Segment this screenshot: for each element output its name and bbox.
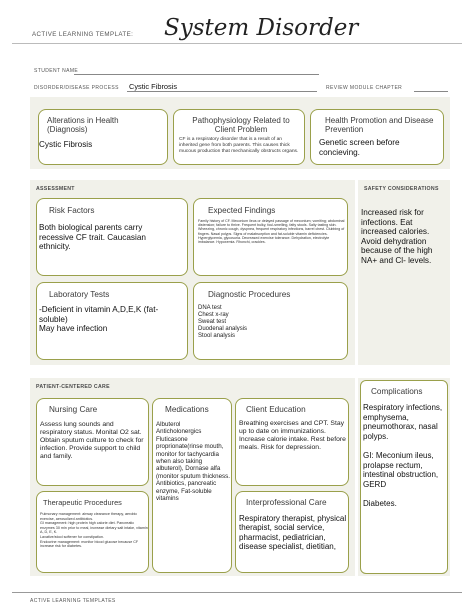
health-promotion-card xyxy=(310,109,444,165)
laboratory-tests-value[interactable]: -Deficient in vitamin A,D,E,K (fat-soluble) May have infection xyxy=(39,305,159,334)
student-name-label: STUDENT NAME xyxy=(34,68,79,74)
pathophysiology-card xyxy=(173,109,305,165)
interprofessional-care-card xyxy=(235,491,349,573)
complications-value[interactable]: Respiratory infections, emphysema, pneumothorax, nasal polyps. GI: Meconium ileus, prolapse rectum, intestinal obstruction, GERD Diabetes. xyxy=(363,403,443,508)
expected-findings-title: Expected Findings xyxy=(208,206,276,215)
disorder-value[interactable]: Cystic Fibrosis xyxy=(129,82,178,91)
health-promotion-value[interactable]: Genetic screen before concieving. xyxy=(319,138,400,157)
top-band xyxy=(30,97,450,169)
alterations-value[interactable]: Cystic Fibrosis xyxy=(39,140,93,149)
review-chapter-field[interactable] xyxy=(414,91,448,92)
footer-label: ACTIVE LEARNING TEMPLATES xyxy=(30,598,116,604)
interprofessional-care-title: Interprofessional Care xyxy=(246,498,327,507)
risk-factors-title: Risk Factors xyxy=(49,206,95,215)
health-promotion-title: Health Promotion and Disease Prevention xyxy=(325,116,434,134)
header xyxy=(12,10,462,98)
complications-card xyxy=(360,380,448,574)
assessment-label: ASSESSMENT xyxy=(36,186,75,192)
page-title: System Disorder xyxy=(164,15,359,41)
diagnostic-procedures-title: Diagnostic Procedures xyxy=(208,290,291,299)
medications-title: Medications xyxy=(165,405,209,414)
footer-rule xyxy=(12,592,462,593)
expected-findings-card xyxy=(193,198,348,276)
pathophysiology-title: Pathophysiology Related to Client Problem xyxy=(192,116,290,134)
template-label: ACTIVE LEARNING TEMPLATE: xyxy=(32,31,134,38)
disorder-label: DISORDER/DISEASE PROCESS xyxy=(34,85,119,91)
medications-value[interactable]: Albuterol Anticholonergics Fluticasone proprionate(rinse mouth, monitor for tachycardia when also taking albuterol), Dornase alfa (monitor sputum thickness. Antibiotics, pancreatic enzyme, Fat-soluble vitamins xyxy=(156,421,230,503)
review-chapter-label: REVIEW MODULE CHAPTER xyxy=(326,85,403,91)
risk-factors-card xyxy=(36,198,188,276)
nursing-care-card xyxy=(36,398,149,486)
client-education-title: Client Education xyxy=(246,405,306,414)
therapeutic-procedures-title: Therapeutic Procedures xyxy=(43,498,122,507)
client-education-value[interactable]: Breathing exercises and CPT. Stay up to date on immunizations. Increase calorie intake. Rest before meals. Risk for depression. xyxy=(239,420,346,451)
title-bar xyxy=(12,10,462,44)
risk-factors-value[interactable]: Both biological parents carry recessive CF trait. Caucasian ethnicity. xyxy=(39,223,146,252)
safety-band xyxy=(358,180,450,365)
safety-label: SAFETY CONSIDERATIONS xyxy=(364,186,439,192)
client-education-card xyxy=(235,398,349,486)
therapeutic-procedures-value[interactable]: Pulmonary management: airway clearance therapy, aerobic exercise, aerosolized antibiotics. GI management: high protein high calorie diet. Pancreatic enzymes 30 min prior to meal, increase dietary salt intake, vitamin A, D, E, K. Laxative/stool softener for constipation. Endocrine management: monitor blood glucose because CF increase risk for diabetes. xyxy=(40,512,148,549)
laboratory-tests-card xyxy=(36,282,188,360)
therapeutic-procedures-card xyxy=(36,491,149,573)
pathophysiology-value[interactable]: CF is a respiratory disorder that is a result of an inherited gene from both parents. This causes thick mucous production that mechanically obstructs organs. xyxy=(179,137,299,154)
expected-findings-value[interactable]: Family history of CF. Meconium ileus or delayed passage of meconium; vomiting; abdominal distension; failure to thrive. Frequent bulky, foul-smelling, fatty stools. Salty tasting skin. Wheezing, chronic cough, dyspnea, frequent respiratory infections, barrel chest. Clubbing of fingers. Nasal polyps. Signs of malabsorption and fat-soluble vitamin deficiencies. Hyperglycemia, glycosuria. Decreased exercise tolerance. Dehydration, electrolyte imbalance. Hypoxemia. Rhonchi, crackles. xyxy=(198,219,345,245)
diagnostic-procedures-value[interactable]: DNA test Chest x-ray Sweat test Duodenal analysis Stool analysis xyxy=(198,305,248,339)
alterations-title: Alterations in Health (Diagnosis) xyxy=(47,116,119,134)
medications-card xyxy=(152,398,232,573)
laboratory-tests-title: Laboratory Tests xyxy=(49,290,110,299)
nursing-care-title: Nursing Care xyxy=(49,405,98,414)
complications-band xyxy=(358,378,450,576)
disorder-field xyxy=(127,91,317,92)
alterations-card xyxy=(38,109,168,165)
nursing-care-value[interactable]: Assess lung sounds and respiratory status. Monital O2 sat. Obtain sputum culture to check for infection. Provide support to child and family. xyxy=(40,421,144,460)
safety-value[interactable]: Increased risk for infections. Eat increased calories. Avoid dehydration because of the high NA+ and Cl- levels. xyxy=(361,208,433,265)
student-name-field[interactable] xyxy=(74,74,319,75)
diagnostic-procedures-card xyxy=(193,282,348,360)
interprofessional-care-value[interactable]: Respiratory therapist, physical therapist, social service, pharmacist, pediatrician, disease specialist, dietitian, xyxy=(239,514,347,552)
assessment-band xyxy=(30,180,355,365)
patient-care-label: PATIENT-CENTERED CARE xyxy=(36,384,110,390)
patient-care-band xyxy=(30,378,355,576)
complications-title: Complications xyxy=(371,387,423,396)
